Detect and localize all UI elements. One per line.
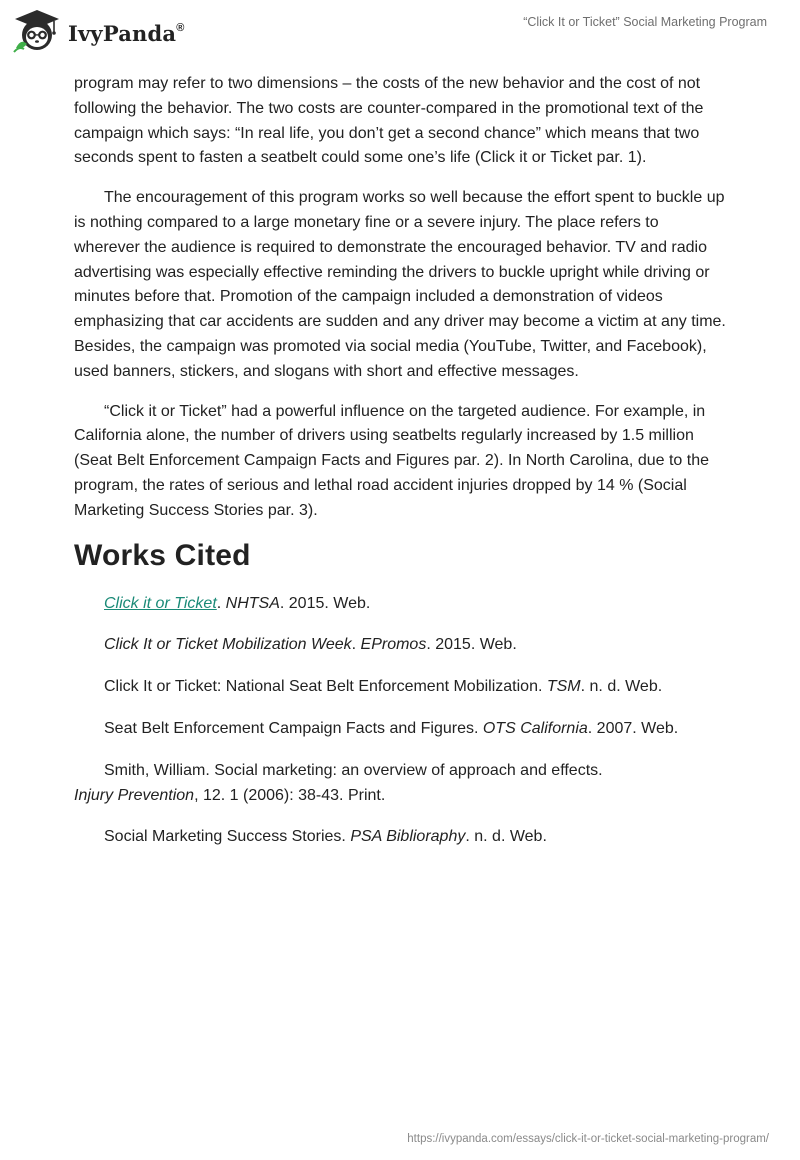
ivypanda-logo[interactable] bbox=[12, 8, 185, 54]
citation-item: Smith, William. Social marketing: an overview of approach and effects. Injury Prevention, 12. 1 (2006): 38-43. Print. bbox=[74, 761, 603, 804]
document-title: “Click It or Ticket” Social Marketing Program bbox=[523, 15, 767, 29]
body-paragraph: The encouragement of this program works so well because the effort spent to buckle up is nothing compared to a large monetary fine or a severe injury. The place refers to wherever the audience is required to demonstrate the encouraged behavior. TV and radio advertising was especially effective reminding the drivers to buckle upright while driving or minutes before that. Promotion of the campaign included a demonstration of videos emphasizing that car accidents are sudden and any driver may become a victim at any time. Besides, the campaign was promoted via social media (YouTube, Twitter, and Facebook), used banners, stickers, and slogans with short and effective messages. bbox=[74, 189, 726, 380]
essay-content bbox=[74, 72, 726, 867]
logo-wordmark: IvyPanda® bbox=[68, 20, 185, 46]
page-header bbox=[0, 0, 800, 64]
source-url[interactable]: https://ivypanda.com/essays/click-it-or-ticket-social-marketing-program/ bbox=[407, 1133, 769, 1145]
citation-item: Click It or Ticket Mobilization Week. EPromos. 2015. Web. bbox=[104, 636, 517, 654]
body-paragraph: program may refer to two dimensions – the costs of the new behavior and the cost of not following the behavior. The two costs are counter-compared in the promotional text of the campaign which says: “In real life, you don’t get a second chance” which means that two seconds spent to fasten a seatbelt could some one’s life (Click it or Ticket par. 1). bbox=[74, 75, 704, 167]
panda-logo-icon bbox=[12, 8, 62, 54]
citation-link[interactable]: Click it or Ticket bbox=[104, 594, 217, 612]
citation-item: Click It or Ticket: National Seat Belt Enforcement Mobilization. TSM. n. d. Web. bbox=[104, 678, 663, 696]
body-paragraph: “Click it or Ticket” had a powerful influence on the targeted audience. For example, in California alone, the number of drivers using seatbelts regularly increased by 1.5 million (Seat Belt Enforcement Campaign Facts and Figures par. 2). In North Carolina, due to the program, the rates of serious and lethal road accident injuries dropped by 14 % (Social Marketing Success Stories par. 3). bbox=[74, 402, 709, 519]
citation-item: Social Marketing Success Stories. PSA Biblioraphy. n. d. Web. bbox=[104, 828, 547, 846]
citation-item: Seat Belt Enforcement Campaign Facts and Figures. OTS California. 2007. Web. bbox=[104, 719, 679, 737]
works-cited-heading: Works Cited bbox=[74, 538, 251, 572]
citation-item: Click it or Ticket. NHTSA. 2015. Web. bbox=[104, 594, 371, 612]
